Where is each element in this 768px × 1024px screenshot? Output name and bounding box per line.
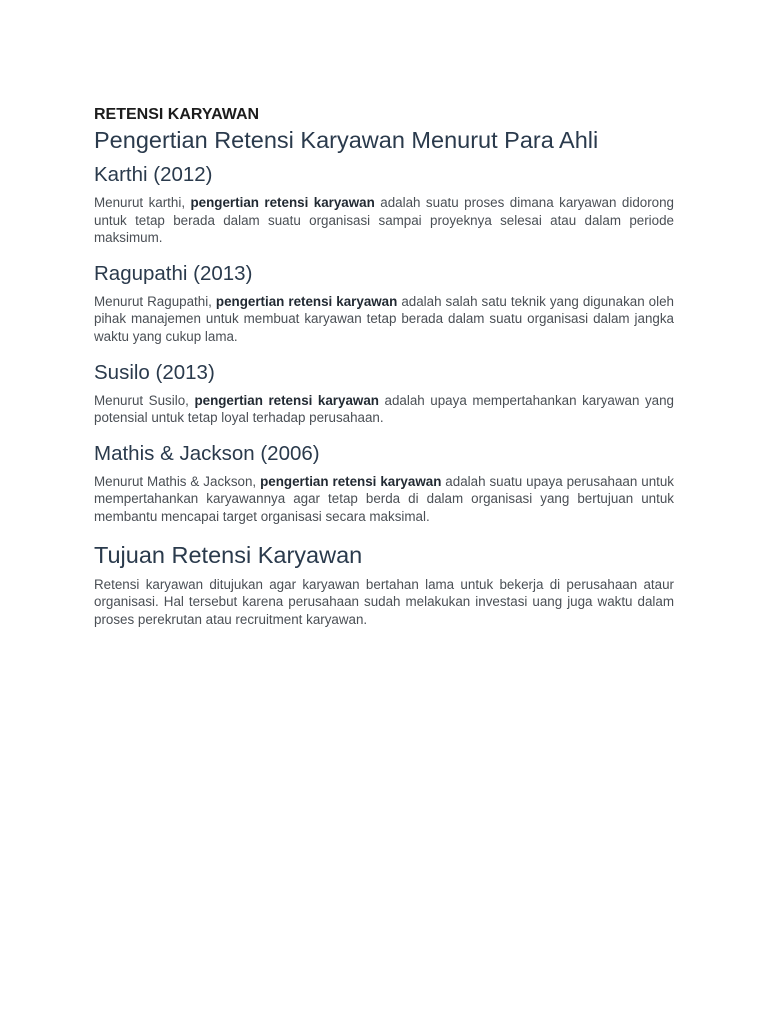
paragraph-prefix: Menurut Mathis & Jackson,: [94, 473, 261, 489]
document-page: [94, 104, 674, 642]
paragraph-suffix: adalah salah satu teknik yang digunakan oleh pihak manajemen untuk membuat karyawan tetap berada dalam suatu organisasi dalam jangka waktu yang cukup lama.: [94, 293, 674, 344]
goal-title: Tujuan Retensi Karyawan: [94, 541, 363, 568]
section-ragupathi: [94, 261, 674, 346]
section-title: Ragupathi (2013): [94, 261, 253, 285]
document-heading: Pengertian Retensi Karyawan Menurut Para Ahli: [94, 127, 599, 153]
section-paragraph: [94, 194, 674, 247]
paragraph-bold-term: pengertian retensi karyawan: [194, 392, 379, 408]
paragraph-prefix: Menurut Susilo,: [94, 392, 195, 408]
paragraph-bold-term: pengertian retensi karyawan: [260, 473, 442, 489]
paragraph-bold-term: pengertian retensi karyawan: [190, 195, 375, 210]
section-paragraph: [94, 293, 674, 346]
section-title: Mathis & Jackson (2006): [94, 441, 320, 465]
section-paragraph: [94, 392, 674, 427]
section-title: Karthi (2012): [94, 163, 213, 186]
document-title: RETENSI KARYAWAN: [94, 106, 260, 123]
paragraph-bold-term: pengertian retensi karyawan: [215, 293, 398, 309]
paragraph-suffix: adalah upaya mempertahankan karyawan yang potensial untuk tetap loyal terhadap perusahaan.: [94, 392, 674, 426]
paragraph-suffix: adalah suatu upaya perusahaan untuk mempertahankan karyawannya agar tetap berda di dalam organisasi yang bertujuan untuk membantu mencapai target organisasi secara maksimal.: [94, 473, 674, 524]
section-susilo: [94, 360, 674, 427]
goal-paragraph: Retensi karyawan ditujukan agar karyawan bertahan lama untuk bekerja di perusahaan ataur organisasi. Hal tersebut karena perusahaan sudah melakukan investasi uang juga waktu dalam proses perekrutan atau recruitment karyawan.: [94, 576, 674, 627]
paragraph-suffix: adalah suatu proses dimana karyawan didorong untuk tetap berada dalam suatu organisasi sampai proyeknya selesai atau dalam periode maksimum.: [94, 195, 675, 246]
paragraph-prefix: Menurut Ragupathi,: [94, 293, 216, 309]
paragraph-prefix: Menurut karthi,: [94, 195, 191, 210]
section-paragraph: [94, 473, 674, 526]
section-title: Susilo (2013): [94, 360, 215, 384]
section-goal: [94, 540, 674, 629]
section-mathis-jackson: [94, 441, 674, 526]
section-karthi: [94, 162, 674, 247]
